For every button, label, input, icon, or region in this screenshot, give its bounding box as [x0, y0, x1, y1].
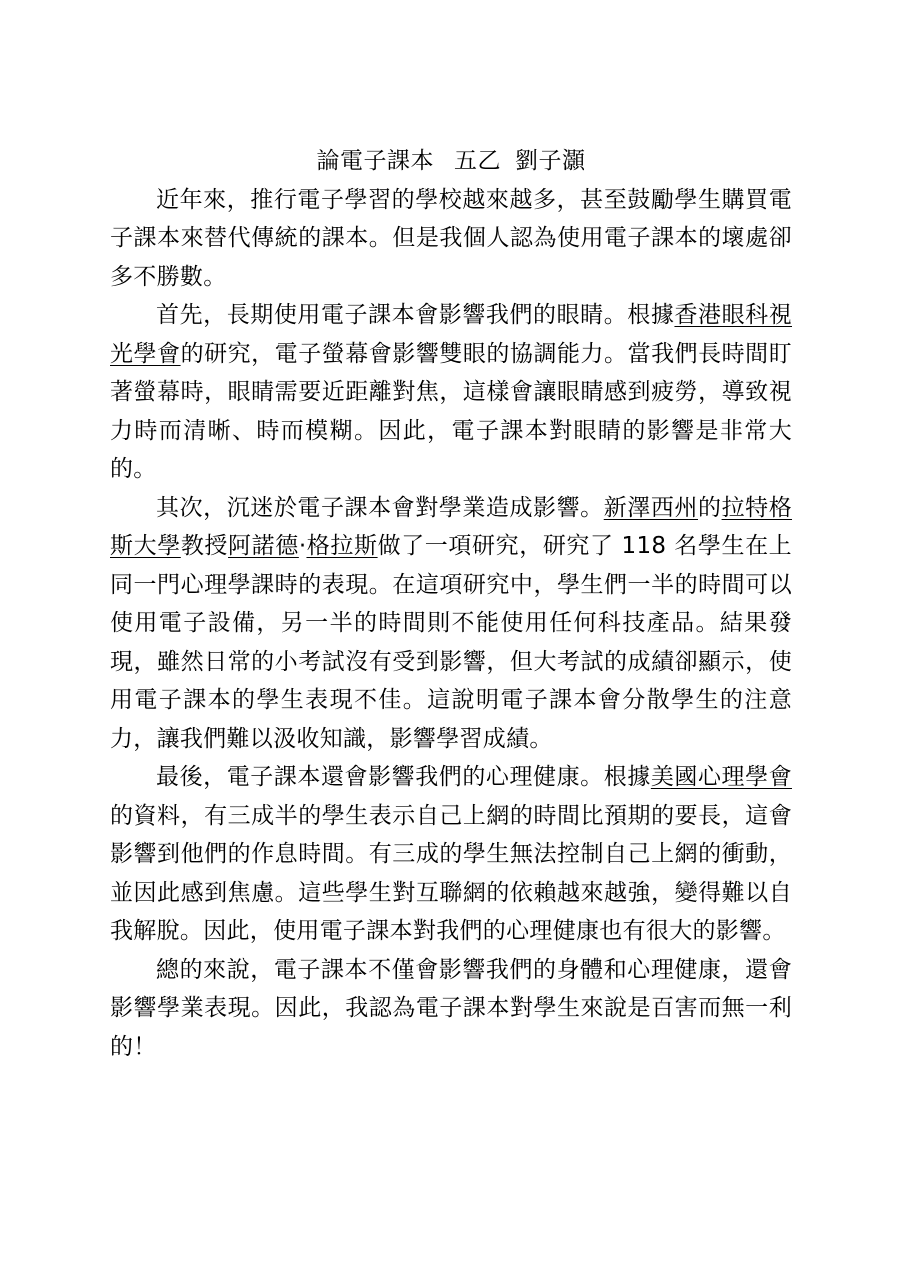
paragraph-3: [110, 489, 792, 759]
paragraph-text: 總的來說，電子課本不僅會影響我們的身體和心理健康，還會影響學業表現。因此，我認為電子課本對學生來說是百害而無一利的！: [110, 956, 792, 1060]
underlined-proper-noun: 格拉斯: [306, 533, 378, 559]
paragraph-1: [110, 181, 792, 297]
title-topic: 論電子課本: [316, 148, 434, 174]
paragraph-text: 近年來，推行電子學習的學校越來越多，甚至鼓勵學生購買電子課本來替代傳統的課本。但是我個人認為使用電子課本的壞處卻多不勝數。: [110, 186, 792, 290]
document-page: [110, 142, 792, 1066]
paragraph-text: 最後，電子課本還會影響我們的心理健康。根據: [156, 764, 651, 790]
paragraph-text: 其次，沉迷於電子課本會對學業造成影響。: [156, 494, 604, 521]
paragraph-text: 做了一項研究，研究了 118 名學生在上同一門心理學課時的表現。在這項研究中，學生們一半的時間可以使用電子設備，另一半的時間則不能使用任何科技產品。結果發現，雖然日常的小考試沒有受到影響，但大考試的成績卻顯示，使用電子課本的學生表現不佳。這說明電子課本會分散學生的注意力，讓我們難以汲收知識，影響學習成績。: [110, 533, 792, 752]
underlined-proper-noun: 拉特格斯大學: [110, 494, 793, 559]
title-class: 五乙: [454, 148, 501, 174]
paragraph-2: [110, 296, 792, 489]
underlined-proper-noun: 美國心理學會: [650, 764, 792, 790]
essay-body: [110, 181, 792, 1067]
paragraph-text: 的研究，電子螢幕會影響雙眼的協調能力。當我們長時間盯著螢幕時，眼睛需要近距離對焦，這樣會讓眼睛感到疲勞，導致視力時而清晰、時而模糊。因此，電子課本對眼睛的影響是非常大的。: [110, 340, 792, 482]
paragraph-4: [110, 758, 792, 951]
title-author: 劉子灝: [515, 148, 586, 174]
paragraph-text: 教授: [180, 533, 229, 559]
paragraph-5: [110, 951, 792, 1067]
paragraph-text: ·: [298, 533, 307, 559]
document-title: [110, 142, 792, 181]
underlined-proper-noun: 新澤西州: [603, 494, 698, 521]
paragraph-text: 的: [698, 494, 722, 521]
paragraph-text: 的資料，有三成半的學生表示自己上網的時間比預期的要長，這會影響到他們的作息時間。有三成的學生無法控制自己上網的衝動，並因此感到焦慮。這些學生對互聯網的依賴越來越強，變得難以自我解脫。因此，使用電子課本對我們的心理健康也有很大的影響。: [110, 802, 792, 944]
paragraph-text: 首先，長期使用電子課本會影響我們的眼睛。根據: [156, 302, 675, 328]
underlined-proper-noun: 阿諾德: [228, 533, 299, 559]
underlined-proper-noun: 香港眼科視光學會: [110, 302, 792, 367]
